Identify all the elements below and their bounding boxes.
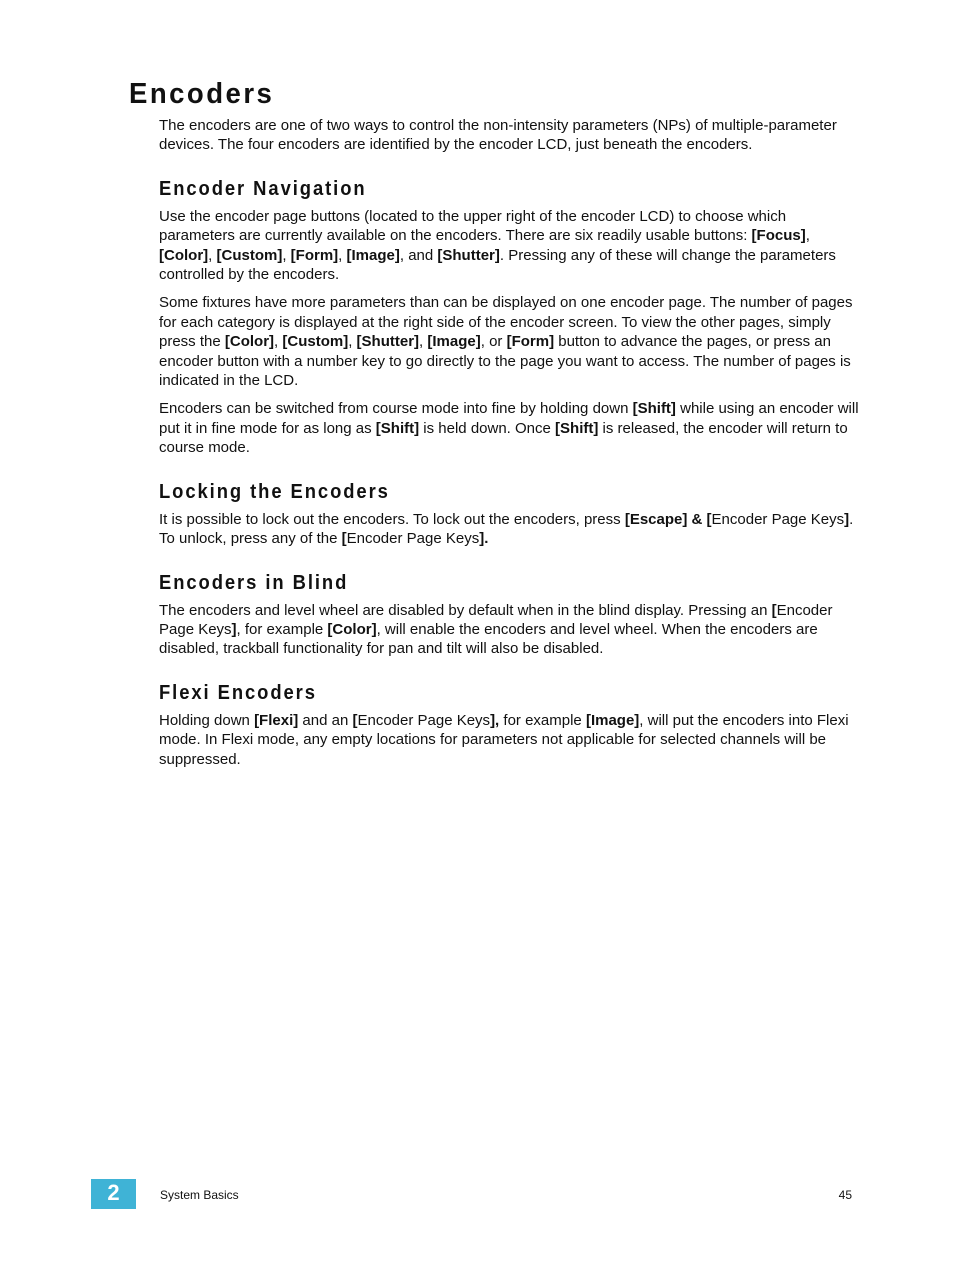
shift-key: [Shift] (632, 400, 676, 418)
shift-key: [Shift] (375, 419, 420, 437)
page-number: 45 (838, 1188, 852, 1202)
flexi-key: [Flexi] (254, 711, 299, 729)
color-key: [Color] (224, 333, 275, 351)
flexi-encoders-heading: Flexi Encoders (159, 681, 317, 704)
color-key: [Color] (159, 246, 209, 264)
image-key: [Image] (585, 711, 640, 729)
custom-key: [Custom] (216, 246, 283, 264)
locking-encoders-paragraph: It is possible to lock out the encoders. To lock out the encoders, press [Escape] & [Encoder Page Keys]. To unlock, press any of the [Encoder Page Keys]. (159, 510, 854, 548)
color-key: [Color] (327, 620, 377, 638)
form-key: [Form] (506, 333, 555, 351)
locking-encoders-heading: Locking the Encoders (159, 480, 390, 503)
encoder-navigation-paragraph-2: Some fixtures have more parameters than can be displayed on one encoder page. The number of pages for each category is displayed at the right side of the encoder screen. To view the other pages, simply press the [Color], [Custom], [Shutter], [Image], or [Form] button to advance the pages, or press an encoder button with a number key to go directly to the page you want to access. The number of pages is indicated in the LCD. (159, 294, 853, 390)
encoder-navigation-heading: Encoder Navigation (159, 177, 367, 200)
intro-paragraph: The encoders are one of two ways to control the non-intensity parameters (NPs) of multiple-parameter devices. The four encoders are identified by the encoder LCD, just beneath the encoders. (159, 117, 837, 154)
footer-section-title: System Basics (160, 1188, 239, 1202)
shift-key: [Shift] (555, 419, 599, 437)
shutter-key: [Shutter] (356, 333, 420, 351)
flexi-encoders-paragraph: Holding down [Flexi] and an [Encoder Page Keys], for example [Image], will put the encoders into Flexi mode. In Flexi mode, any empty locations for parameters not applicable for selected channels will be suppressed. (159, 711, 849, 768)
image-key: [Image] (427, 333, 481, 351)
encoders-in-blind-heading: Encoders in Blind (159, 571, 349, 594)
custom-key: [Custom] (282, 333, 349, 351)
encoder-navigation-paragraph-1: Use the encoder page buttons (located to the upper right of the encoder LCD) to choose which parameters are currently available on the encoders. There are six readily usable buttons: [Focus], [Color], [Custom], [Form], [Image], and [Shutter]. Pressing any of these will change the parameters controlled by the encoders. (159, 207, 836, 284)
shutter-key: [Shutter] (437, 246, 500, 264)
form-key: [Form] (290, 246, 339, 264)
escape-key: [Escape] & [ (624, 510, 712, 528)
image-key: [Image] (346, 246, 400, 264)
encoder-navigation-paragraph-3: Encoders can be switched from course mode into fine by holding down [Shift] while using an encoder will put it in fine mode for as long as [Shift] is held down. Once [Shift] is released, the encoder will return to course mode. (159, 400, 859, 457)
encoders-in-blind-paragraph: The encoders and level wheel are disabled by default when in the blind display. Pressing an [Encoder Page Keys], for example [Color], will enable the encoders and level wheel. When the encoders are disabled, trackball functionality for pan and tilt will also be disabled. (159, 601, 833, 658)
chapter-number-tab: 2 (91, 1179, 136, 1209)
focus-key: [Focus] (751, 227, 806, 245)
page-title: Encoders (129, 78, 275, 110)
page-content (159, 116, 859, 778)
